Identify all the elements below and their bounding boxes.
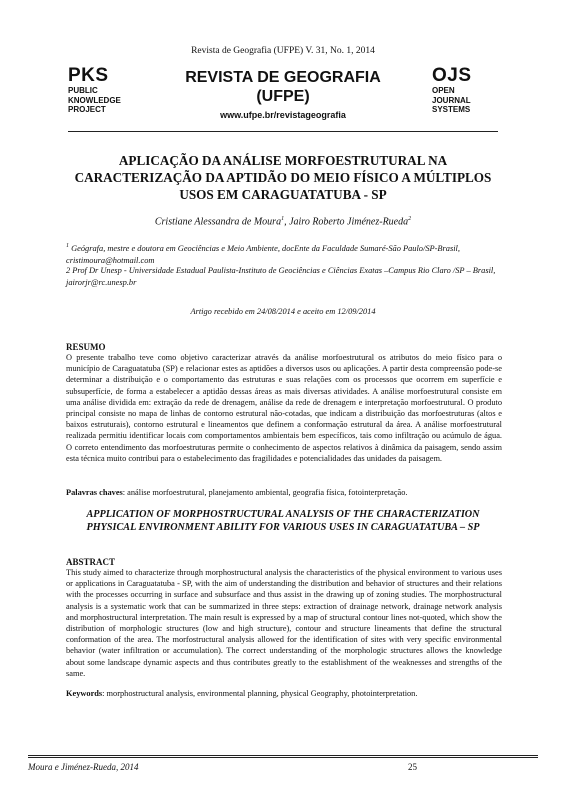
- author-list: [0, 216, 566, 227]
- keywords-en: [66, 689, 502, 698]
- pks-logo: [68, 66, 121, 115]
- received-date-line: Artigo recebido em 24/08/2014 e aceito em 12/09/2014: [190, 307, 376, 316]
- footer-citation: Moura e Jiménez-Rueda, 2014: [28, 762, 139, 772]
- keywords-pt: [66, 488, 502, 497]
- resumo-paragraph: O presente trabalho teve como objetivo caracterizar através da análise morfoestrutural os atributos do meio físico para o município de Caraguatatuba (SP) e relacionar estes as aptidões a diversos usos ou aplicações. A partir desta compreensão pode-se determinar a distribuição e o comportamento das estruturas e suas relações com os processos que ocorrem em superfície e subsuperfície, de forma a estabelecer a aptidão dessas áreas as mais diversas atividades. A análise morfoestrutural consiste em uma análise dividida em: extração da rede de drenagem, análise da rede de drenagem e interpretação morfoestrutural. O produto principal consiste no mapa de linhas de contorno estrutural não-cotadas, que indicam a distribuição das morfoestruturas (altos e baixos estruturais), contorno estrutural e lineamentos que definem a conformação estrutural da área. A análise morfoestrutural realizada permitiu identificar locais com comportamentos ambientais bem específicos, tais como infiltração ou acúmulo de água. O correto entendimento das morfoestruturas permite o conhecimento de aspectos relativos à dinâmica da paisagem, sendo assim esta técnica muito contribui para o estabelecimento das fragilidades e potencialidades das unidades da paisagem.: [66, 353, 502, 463]
- footer-divider: [28, 755, 538, 756]
- article-title-en: APPLICATION OF MORPHOSTRUCTURAL ANALYSIS OF THE CHARACTERIZATION PHYSICAL ENVIRONMENT ABILITY FOR VARIOUS USES IN CARAGUATATUBA – SP: [86, 509, 480, 533]
- author-separator: ,: [284, 216, 290, 228]
- journal-affiliation: (UFPE): [256, 88, 310, 105]
- keywords-pt-label: Palavras chaves: [66, 488, 123, 497]
- resumo-heading: RESUMO: [66, 342, 106, 352]
- ojs-logo-title: OJS: [432, 65, 472, 86]
- keywords-pt-list: : análise morfoestrutural, planejamento ambiental, geografia física, fotointerpretação.: [122, 488, 408, 497]
- abstract-paragraph: This study aimed to characterize through morphostructural analysis the characteristics of the physical environment to various uses or applications in Caraguatatuba - SP, with the aim of understanding the distribution and behavior of structures and their relations with the processes occurring in surface and subsurface and thus assist in the drawing up of zoning studies. The morphostructural analysis is a systematic work that can be summarized in three steps: extraction of drainage network, drainage network analysis and morphostructural interpretation. The main result is expressed by a map of structural contour lines not-quoted, which show the distribution of morphologic structures (low and high structure), contour and structure lineaments that define the structural conformation of the area. The morfostructural analysis allowed for the identification of sites with very specific environmental behavior (water infiltration or accumulation). The correct understanding of the morphologic structures allows the knowledge about some landscape dynamic aspects and thus contributes greatly to the establishment of the weaknesses and strengths of the same.: [66, 568, 502, 678]
- author-superscript: 2: [408, 216, 412, 222]
- masthead-divider: [68, 131, 498, 132]
- pks-logo-line: PUBLIC: [68, 86, 98, 95]
- journal-masthead-title: [163, 68, 403, 120]
- keywords-en-label: Keywords: [66, 689, 103, 698]
- ojs-logo: [432, 66, 498, 115]
- journal-name: REVISTA DE GEOGRAFIA: [185, 69, 381, 86]
- journal-issue-line: Revista de Geografia (UFPE) V. 31, No. 1, 2014: [191, 46, 375, 56]
- journal-url[interactable]: www.ufpe.br/revistageografia: [220, 110, 346, 120]
- keywords-en-list: : morphostructural analysis, environmental planning, physical Geography, photointerpretation.: [102, 689, 418, 698]
- author-name: Cristiane Alessandra de Moura: [154, 216, 282, 228]
- page-number: 25: [408, 762, 417, 772]
- pks-logo-line: PROJECT: [68, 105, 106, 114]
- article-title-pt: APLICAÇÃO DA ANÁLISE MORFOESTRUTURAL NA CARACTERIZAÇÃO DA APTIDÃO DO MEIO FÍSICO A MÚLTIPLOS USOS EM CARAGUATATUBA - SP: [74, 153, 492, 202]
- masthead: [68, 66, 498, 130]
- affiliation-superscript: 1: [66, 243, 69, 249]
- pks-logo-title: PKS: [68, 65, 109, 86]
- author-superscript: 1: [281, 216, 285, 222]
- footer-divider: [28, 757, 538, 758]
- ojs-logo-line: JOURNAL: [432, 95, 471, 105]
- author-name: Jairo Roberto Jiménez-Rueda: [289, 216, 409, 228]
- affiliation-text: Geógrafa, mestre e doutora em Geociências e Meio Ambiente, docEnte da Faculdade Sumaré-São Paulo/SP-Brasil, cristimoura@hotmail.com: [66, 243, 460, 265]
- ojs-logo-line: SYSTEMS: [432, 105, 471, 114]
- ojs-logo-line: OPEN: [432, 86, 455, 95]
- pks-logo-line: KNOWLEDGE: [68, 95, 121, 105]
- affiliation-2: 2 Prof Dr Unesp - Universidade Estadual Paulista-Instituto de Geociências e Ciências Exatas –Campus Rio Claro /SP – Brasil, jairorjr@rc.unesp.br: [66, 266, 496, 287]
- abstract-heading: ABSTRACT: [66, 557, 116, 567]
- affiliation-1: [66, 240, 502, 267]
